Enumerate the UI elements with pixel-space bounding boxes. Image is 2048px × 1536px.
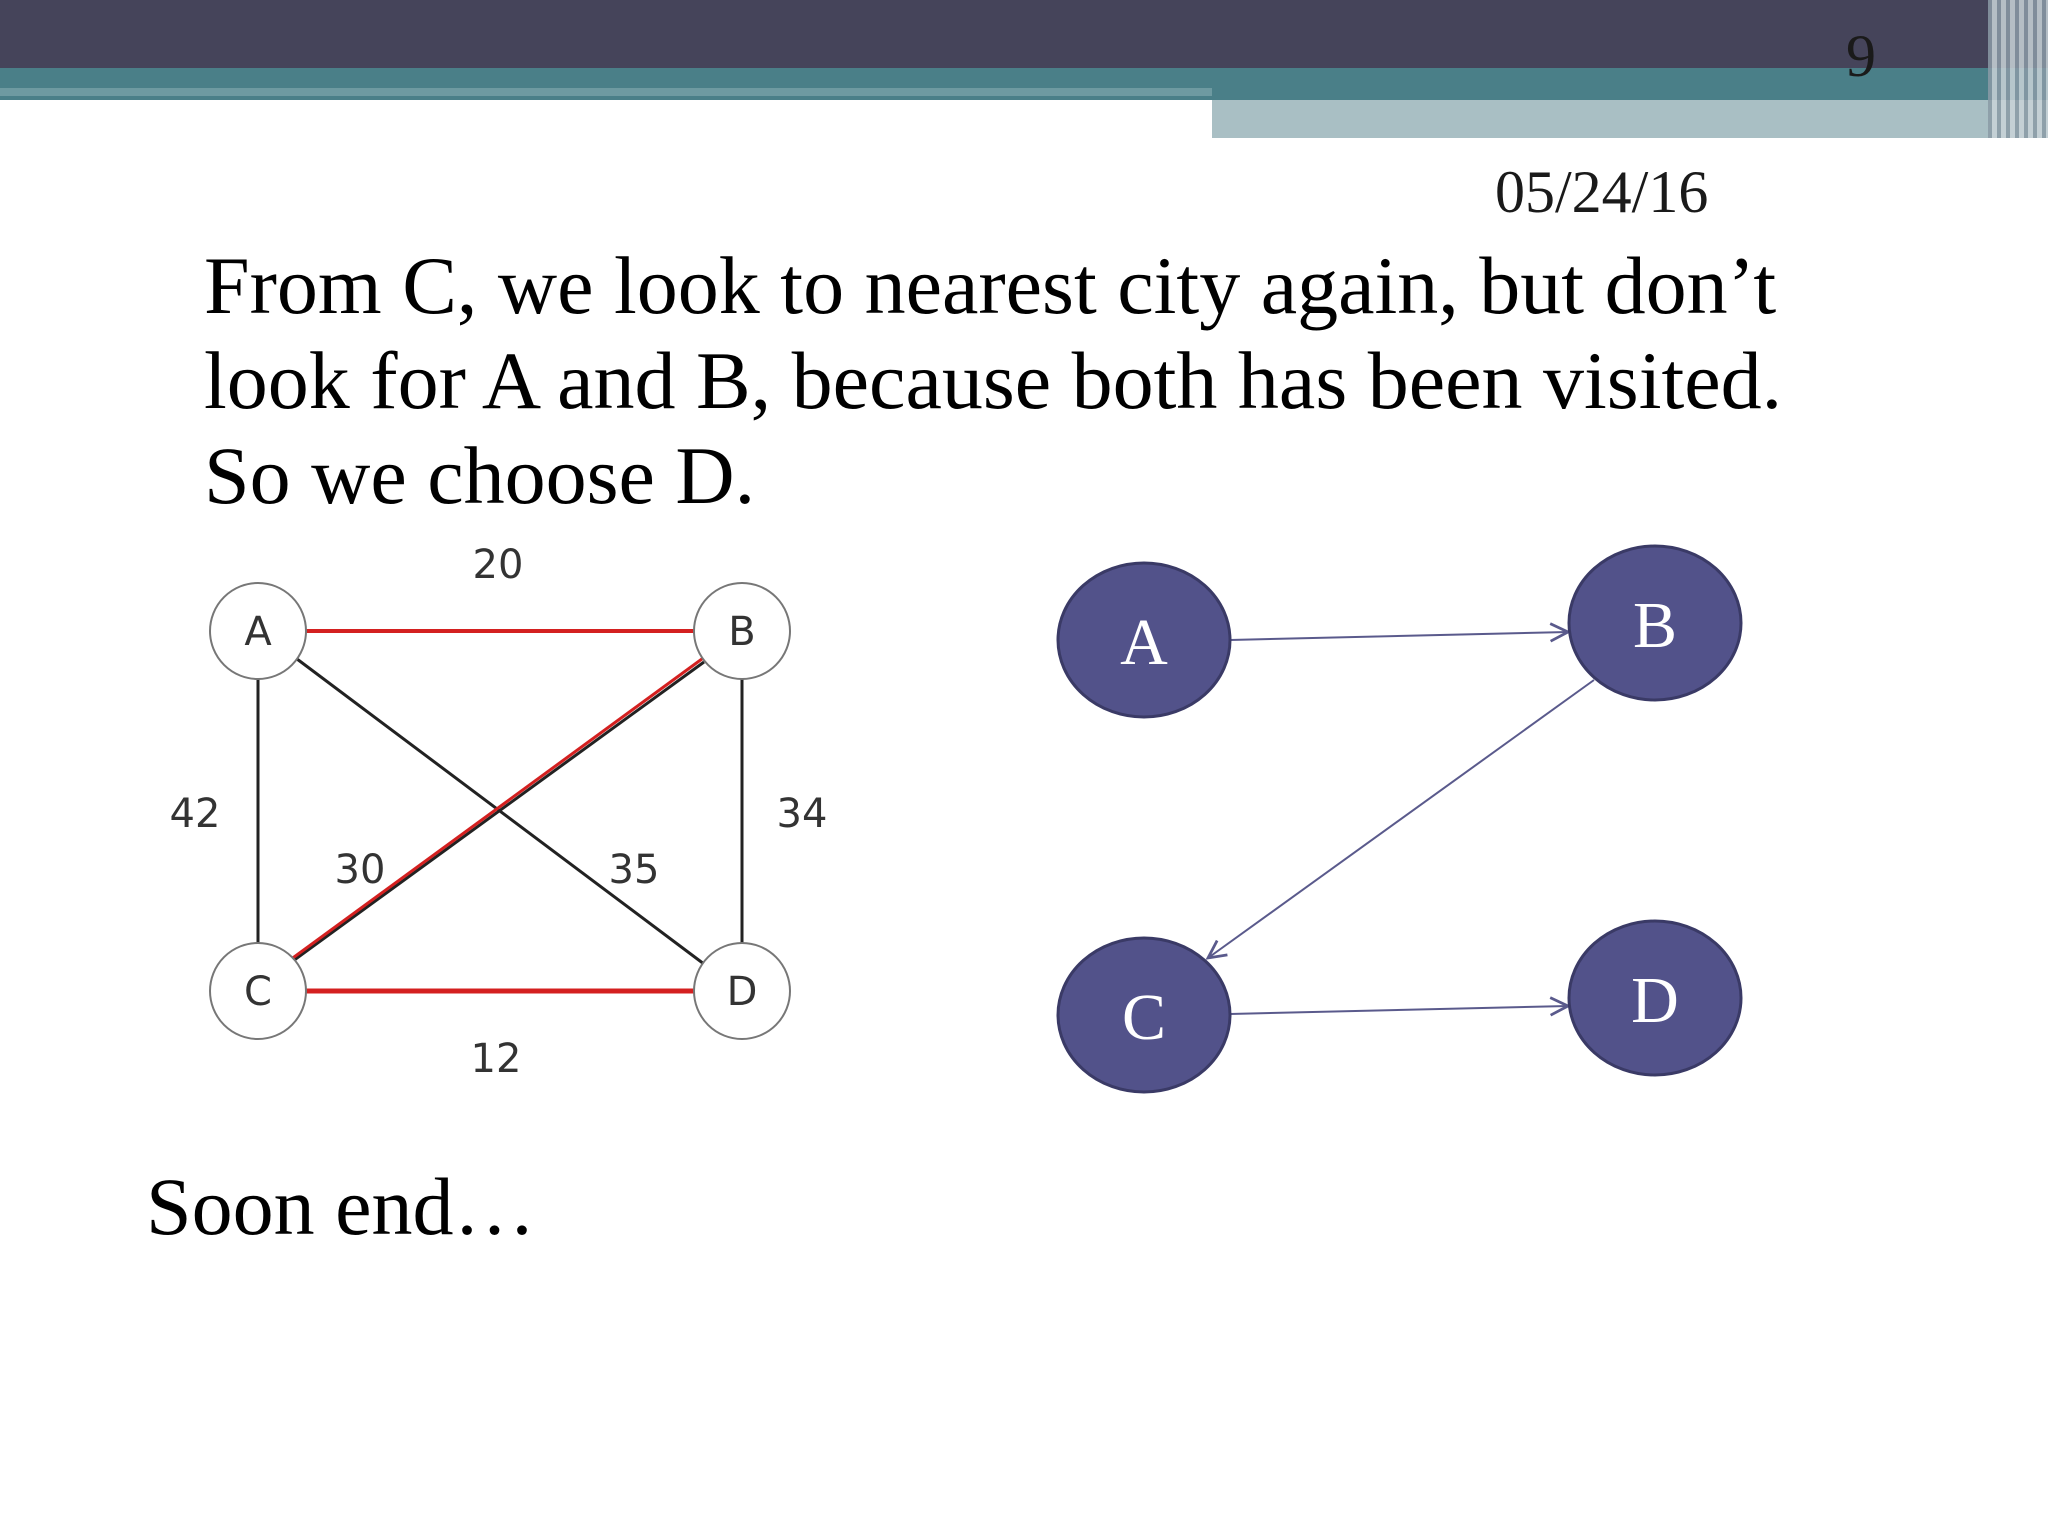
graph-node-b-label: B (728, 609, 756, 655)
tour-node-a (1058, 563, 1230, 717)
arrow-a-to-b (1230, 632, 1568, 640)
body-line: So we choose D. (204, 430, 756, 521)
body-line: look for A and B, because both has been visited. (204, 335, 1783, 426)
slide-number: 9 (1846, 23, 1876, 89)
tour-node-c-label: C (1121, 981, 1167, 1054)
weight-b-d: 34 (776, 791, 828, 837)
tour-node-c (1058, 938, 1230, 1092)
weight-b-c: 30 (334, 847, 386, 893)
weight-a-b: 20 (472, 542, 524, 588)
slide-date: 05/24/16 (1495, 159, 1709, 225)
weight-a-c: 42 (169, 791, 221, 837)
graph-node-a-label: A (244, 609, 272, 655)
graph-node-d-label: D (726, 969, 758, 1015)
tour-node-d (1569, 921, 1741, 1075)
tour-node-a-label: A (1120, 606, 1168, 679)
footer-text: Soon end… (146, 1161, 536, 1252)
tour-node-b (1569, 546, 1741, 700)
tour-node-d-label: D (1631, 964, 1679, 1037)
body-line: From C, we look to nearest city again, but don’t (204, 240, 1777, 331)
arrow-c-to-d (1230, 1006, 1568, 1014)
tour-node-b-label: B (1632, 589, 1678, 662)
arrow-b-to-c (1208, 680, 1594, 958)
graph-node-c-label: C (244, 969, 272, 1015)
weight-a-d: 35 (608, 847, 660, 893)
weight-c-d: 12 (470, 1036, 522, 1082)
